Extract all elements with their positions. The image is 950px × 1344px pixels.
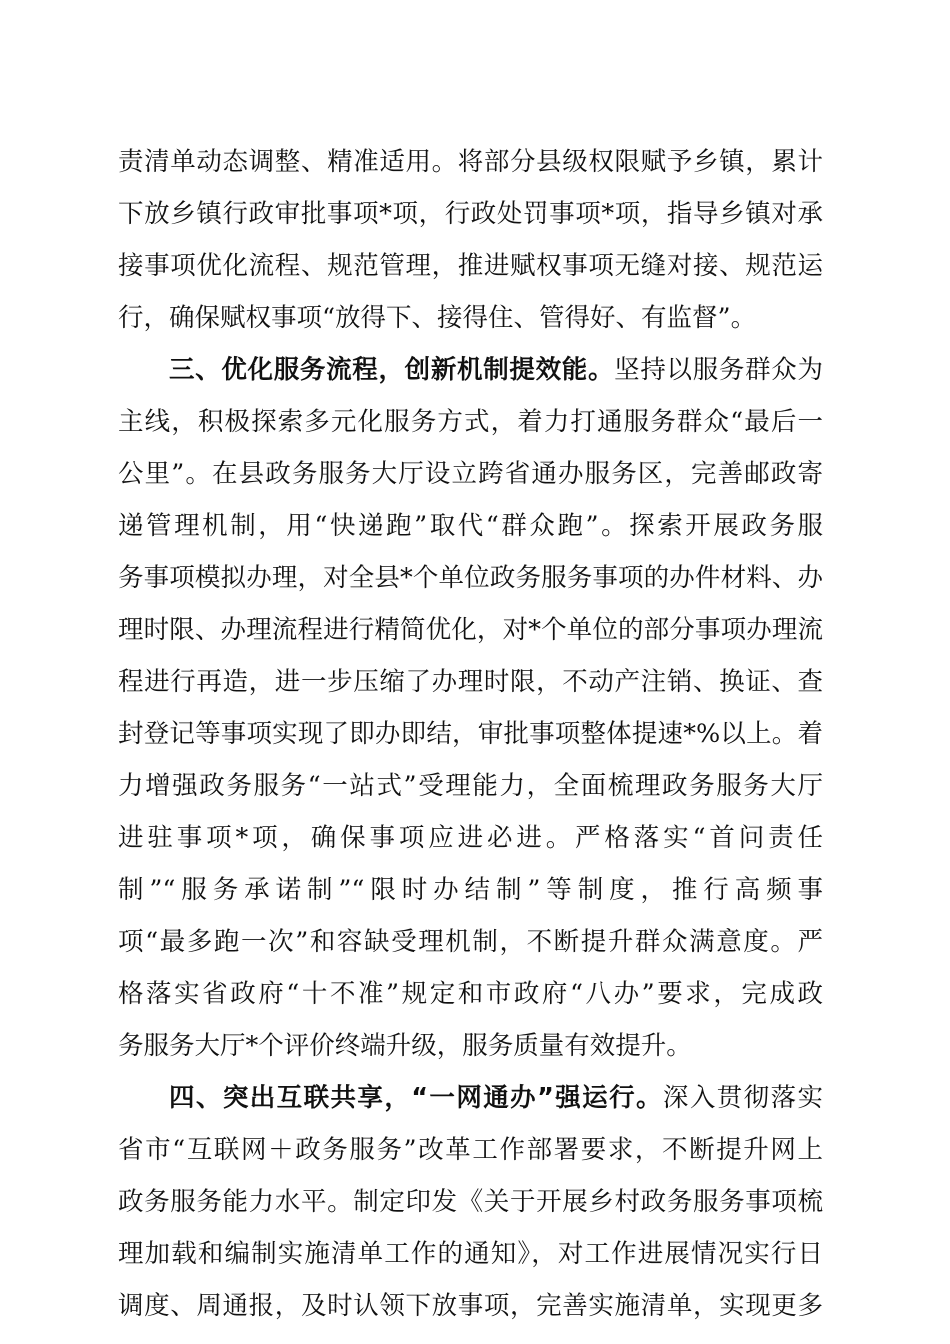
paragraph-2-line-13: 格落实省政府“十不准”规定和市政府“八办”要求，完成政 bbox=[118, 979, 823, 1009]
paragraph-2-line-6: 理时限、办理流程进行精简优化，对*个单位的部分事项办理流 bbox=[118, 615, 823, 645]
section-heading-3: 三、优化服务流程，创新机制提效能。 bbox=[169, 355, 615, 385]
paragraph-2-line-4: 递管理机制，用“快递跑”取代“群众跑”。探索开展政务服 bbox=[118, 511, 823, 541]
paragraph-1-line-2: 下放乡镇行政审批事项*项，行政处罚事项*项，指导乡镇对承 bbox=[118, 199, 823, 229]
paragraph-2-line-7: 程进行再造，进一步压缩了办理时限，不动产注销、换证、查 bbox=[118, 667, 823, 697]
paragraph-3-line-3: 政务服务能力水平。制定印发《关于开展乡村政务服务事项梳 bbox=[118, 1187, 823, 1217]
paragraph-3-line-5: 调度、周通报，及时认领下放事项，完善实施清单，实现更多 bbox=[118, 1291, 823, 1321]
paragraph-3-line-2: 省市“互联网＋政务服务”改革工作部署要求，不断提升网上 bbox=[118, 1135, 823, 1165]
paragraph-1-line-1: 责清单动态调整、精准适用。将部分县级权限赋予乡镇，累计 bbox=[118, 147, 823, 177]
paragraph-2-line-5: 务事项模拟办理，对全县*个单位政务服务事项的办件材料、办 bbox=[118, 563, 823, 593]
section-heading-4: 四、突出互联共享，“一网通办”强运行。 bbox=[169, 1083, 663, 1113]
paragraph-1-line-3: 接事项优化流程、规范管理，推进赋权事项无缝对接、规范运 bbox=[118, 251, 823, 281]
paragraph-2-line-1-text: 坚持以服务群众为 bbox=[614, 355, 823, 385]
paragraph-2-line-11: 制”“服务承诺制”“限时办结制”等制度，推行高频事 bbox=[118, 875, 823, 905]
paragraph-2-line-14: 务服务大厅*个评价终端升级，服务质量有效提升。 bbox=[118, 1031, 692, 1061]
paragraph-3-line-4: 理加载和编制实施清单工作的通知》，对工作进展情况实行日 bbox=[118, 1239, 823, 1269]
paragraph-2-line-8: 封登记等事项实现了即办即结，审批事项整体提速*%以上。着 bbox=[118, 719, 823, 749]
paragraph-3-line-1-text: 深入贯彻落实 bbox=[662, 1083, 823, 1113]
paragraph-2-line-9: 力增强政务服务“一站式”受理能力，全面梳理政务服务大厅 bbox=[118, 771, 823, 801]
paragraph-2-line-10: 进驻事项*项，确保事项应进必进。严格落实“首问责任 bbox=[118, 823, 823, 853]
paragraph-3-line-1 bbox=[169, 1078, 823, 1118]
paragraph-2-line-2: 主线，积极探索多元化服务方式，着力打通服务群众“最后一 bbox=[118, 407, 823, 437]
paragraph-1-line-4: 行，确保赋权事项“放得下、接得住、管得好、有监督”。 bbox=[118, 303, 757, 333]
paragraph-2-line-1 bbox=[169, 350, 823, 390]
paragraph-2-line-3: 公里”。在县政务服务大厅设立跨省通办服务区，完善邮政寄 bbox=[118, 459, 823, 489]
paragraph-2-line-12: 项“最多跑一次”和容缺受理机制，不断提升群众满意度。严 bbox=[118, 927, 823, 957]
